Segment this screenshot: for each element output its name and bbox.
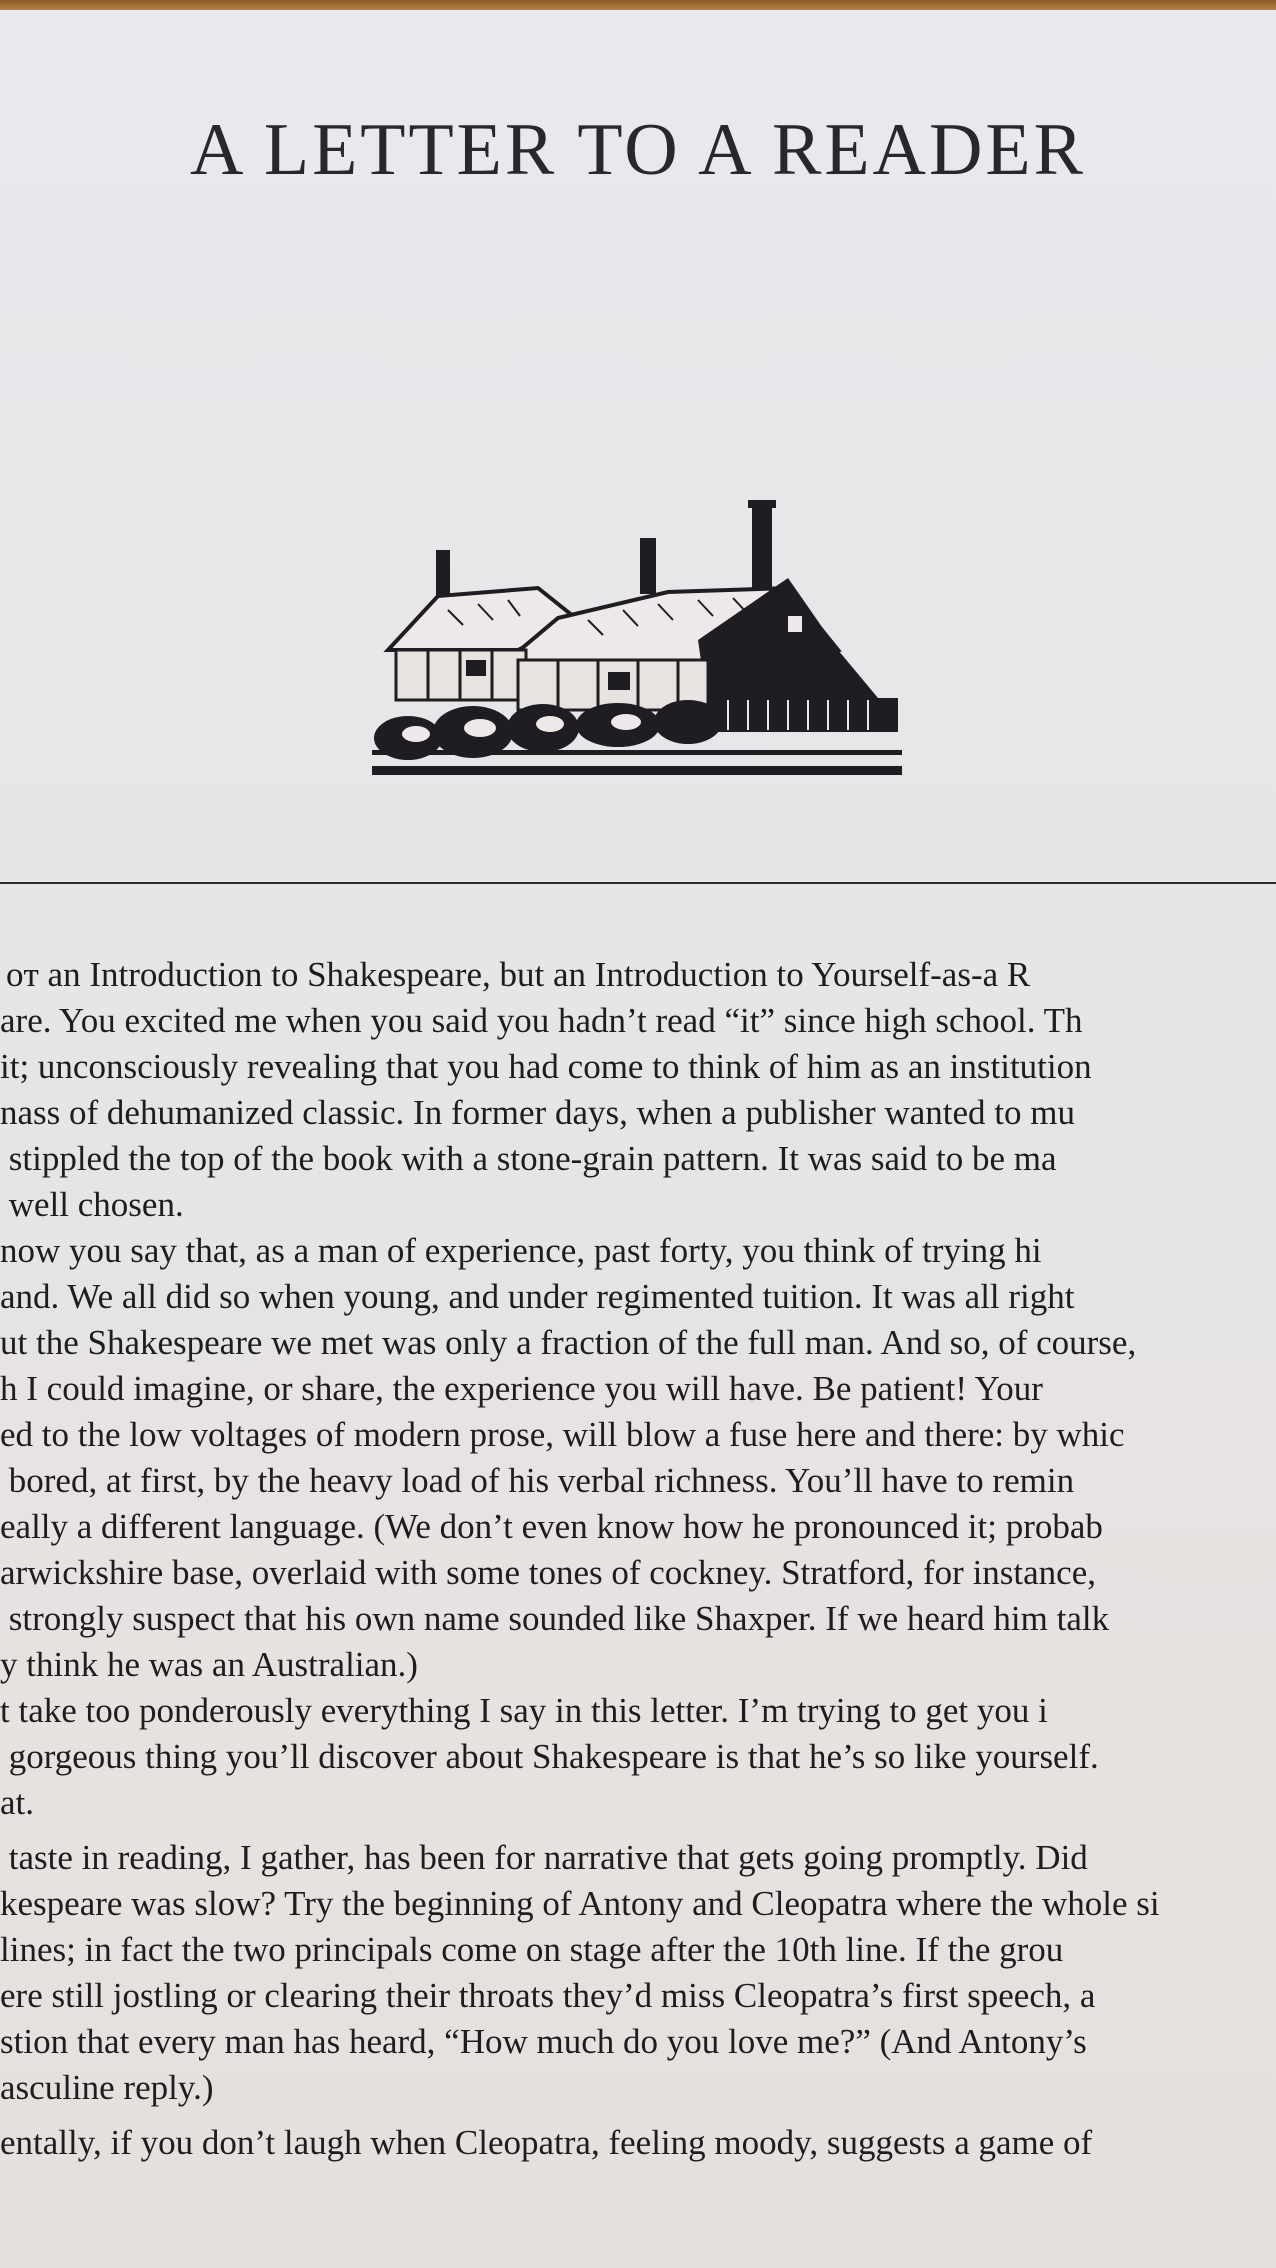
chimney-left — [436, 550, 450, 596]
body-line: eally a different language. (We don’t even know how he pronounced it; probab — [0, 1507, 1103, 1546]
body-line: ᴏᴛ an Introduction to Shakespeare, but an Introduction to Yourself-as-a R — [6, 955, 1031, 994]
book-page — [0, 10, 1276, 2268]
body-line: t take too ponderously everything I say in this letter. I’m trying to get you i — [0, 1691, 1048, 1730]
page-title: A LETTER TO A READER — [190, 109, 1086, 191]
body-line: at. — [0, 1783, 35, 1822]
body-line: kespeare was slow? Try the beginning of Antony and Cleopatra where the whole si — [0, 1884, 1160, 1923]
body-line: y think he was an Australian.) — [0, 1645, 418, 1684]
body-line: strongly suspect that his own name sounded like Shaxper. If we heard him talk — [0, 1599, 1110, 1638]
body-line: well chosen. — [0, 1185, 184, 1224]
ground-line-2 — [372, 766, 902, 775]
cottage-illustration — [368, 500, 908, 800]
body-line: gorgeous thing you’ll discover about Shakespeare is that he’s so like yourself. — [0, 1737, 1099, 1776]
fence — [708, 698, 898, 732]
body-line: and. We all did so when young, and under regimented tuition. It was all right — [0, 1277, 1075, 1316]
letter-body — [0, 955, 1276, 2268]
chimney-right — [752, 502, 772, 592]
body-line: now you say that, as a man of experience, past forty, you think of trying hi — [0, 1231, 1042, 1270]
ground-line-1 — [372, 750, 902, 755]
body-line: stion that every man has heard, “How much do you love me?” (And Antony’s — [0, 2022, 1087, 2061]
body-line: stippled the top of the book with a stone-grain pattern. It was said to be ma — [0, 1139, 1057, 1178]
chimney-middle — [640, 538, 656, 594]
body-line: taste in reading, I gather, has been for narrative that gets going promptly. Did — [0, 1838, 1088, 1877]
body-line: bored, at first, by the heavy load of his verbal richness. You’ll have to remin — [0, 1461, 1075, 1500]
body-line: arwickshire base, overlaid with some tones of cockney. Stratford, for instance, — [0, 1553, 1096, 1592]
section-divider — [0, 882, 1276, 884]
body-line: ut the Shakespeare we met was only a fraction of the full man. And so, of course, — [0, 1323, 1137, 1362]
body-line: asculine reply.) — [0, 2068, 214, 2107]
body-line: are. You excited me when you said you hadn’t read “it” since high school. Th — [0, 1001, 1083, 1040]
body-line: nass of dehumanized classic. In former days, when a publisher wanted to mu — [0, 1093, 1075, 1132]
body-line: ed to the low voltages of modern prose, will blow a fuse here and there: by whic — [0, 1415, 1125, 1454]
body-line: it; unconsciously revealing that you had come to think of him as an institution — [0, 1047, 1092, 1086]
body-line: h I could imagine, or share, the experience you will have. Be patient! Your — [0, 1369, 1043, 1408]
body-line: lines; in fact the two principals come on stage after the 10th line. If the grou — [0, 1930, 1064, 1969]
body-line: ere still jostling or clearing their throats they’d miss Cleopatra’s first speech, a — [0, 1976, 1096, 2015]
body-line: entally, if you don’t laugh when Cleopatra, feeling moody, suggests a game of — [0, 2123, 1093, 2162]
